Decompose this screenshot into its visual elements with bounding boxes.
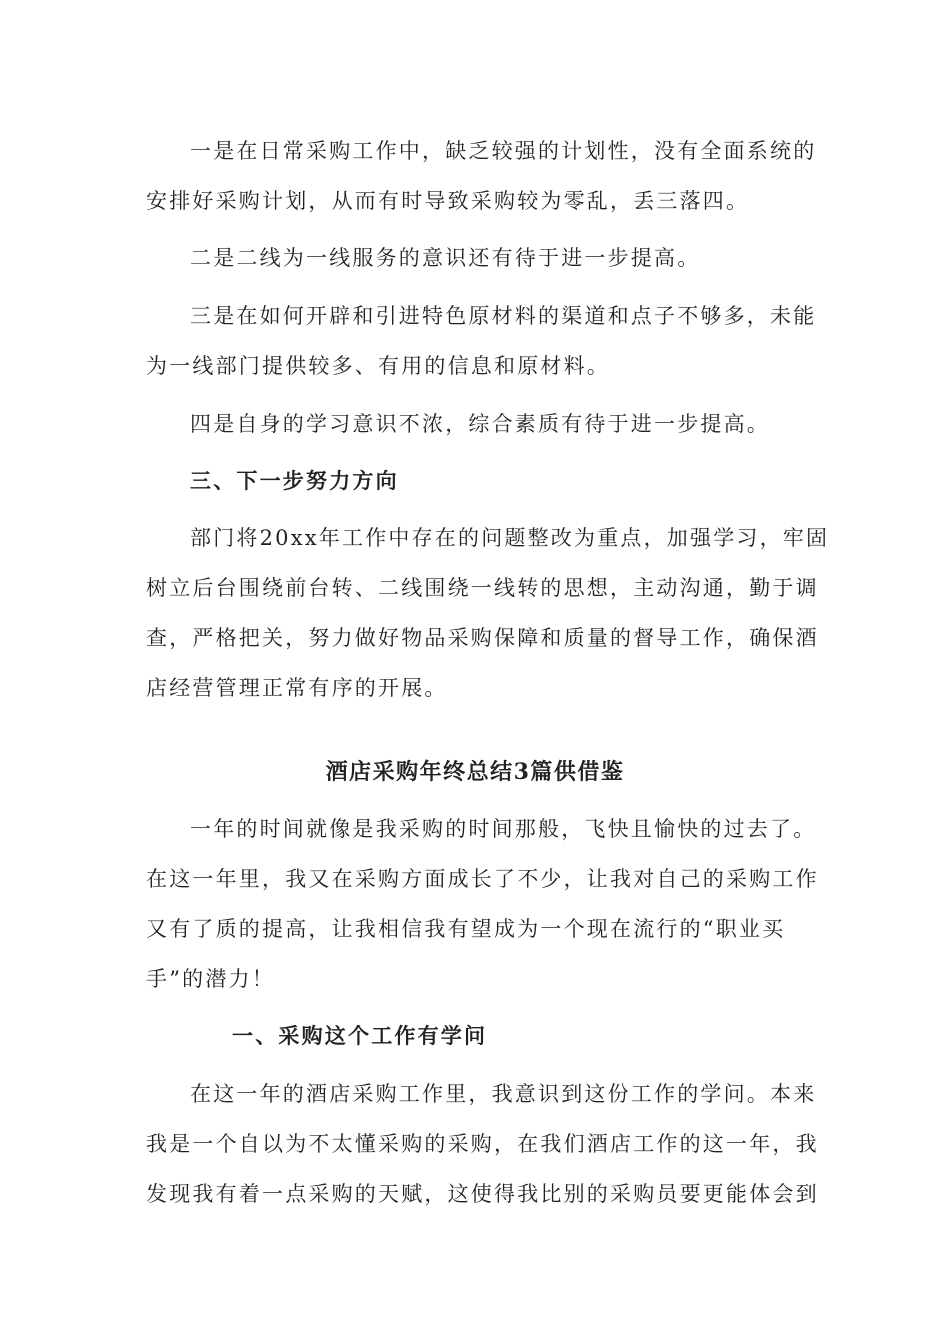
paragraph-line: 为一线部门提供较多、有用的信息和原材料。 xyxy=(146,354,610,378)
paragraph-line: 四是自身的学习意识不浓，综合素质有待于进一步提高。 xyxy=(190,412,770,436)
paragraph-line: 手”的潜力！ xyxy=(146,967,275,991)
paragraph-line: 安排好采购计划，从而有时导致采购较为零乱，丢三落四。 xyxy=(146,189,750,213)
paragraph-line: 一年的时间就像是我采购的时间那般，飞快且愉快的过去了。 xyxy=(190,817,817,841)
paragraph-line: 一是在日常采购工作中，缺乏较强的计划性，没有全面系统的 xyxy=(190,139,817,163)
paragraph-line: 查，严格把关，努力做好物品采购保障和质量的督导工作，确保酒 xyxy=(146,626,819,650)
paragraph-line: 店经营管理正常有序的开展。 xyxy=(146,676,448,700)
section-heading: 三、下一步努力方向 xyxy=(190,468,399,493)
paragraph-line: 三是在如何开辟和引进特色原材料的渠道和点子不够多，未能 xyxy=(190,304,817,328)
paragraph-line: 树立后台围绕前台转、二线围绕一线转的思想，主动沟通，勤于调 xyxy=(146,576,819,600)
paragraph-line: 部门将20xx年工作中存在的问题整改为重点，加强学习，牢固 xyxy=(190,526,830,550)
sub-heading: 一、采购这个工作有学问 xyxy=(232,1023,488,1048)
paragraph-line: 二是二线为一线服务的意识还有待于进一步提高。 xyxy=(190,246,701,270)
paragraph-line: 在这一年里，我又在采购方面成长了不少，让我对自己的采购工作 xyxy=(146,867,819,891)
paragraph-line: 我是一个自以为不太懂采购的采购，在我们酒店工作的这一年，我 xyxy=(146,1132,819,1156)
article-title: 酒店采购年终总结3篇供借鉴 xyxy=(325,759,625,785)
paragraph-line: 在这一年的酒店采购工作里，我意识到这份工作的学问。本来 xyxy=(190,1082,817,1106)
paragraph-line: 又有了质的提高，让我相信我有望成为一个现在流行的“职业买 xyxy=(146,917,786,941)
paragraph-line: 发现我有着一点采购的天赋，这使得我比别的采购员要更能体会到 xyxy=(146,1182,819,1206)
